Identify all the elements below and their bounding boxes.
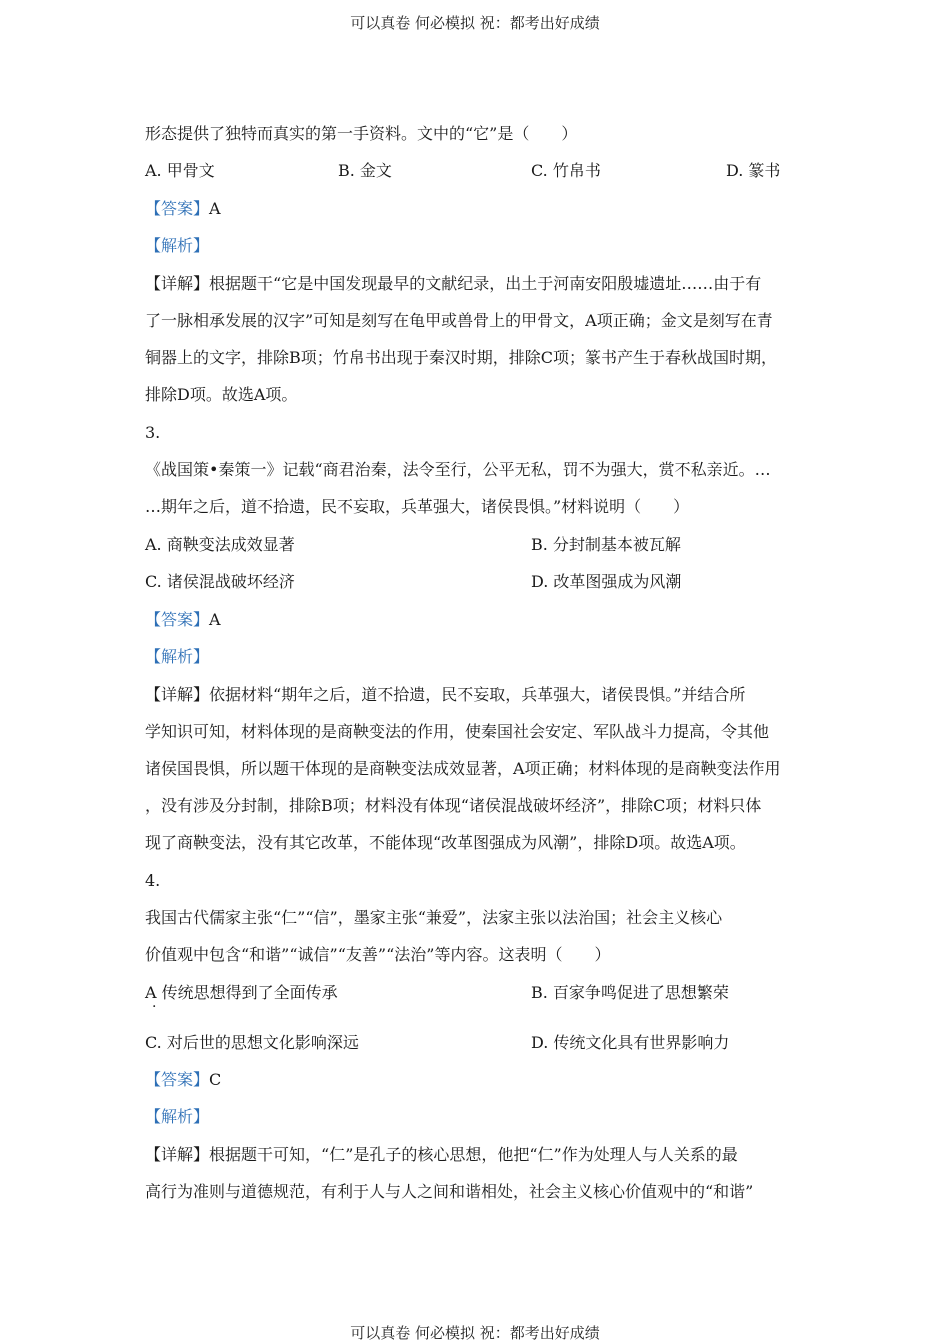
q3-detail-line-4: ，没有涉及分封制，排除B项；材料没有体现“诸侯混战破坏经济”，排除C项；材料只体 (145, 796, 762, 815)
q4-answer (145, 1070, 805, 1090)
q2-detail-label: 【详解】 (145, 274, 210, 293)
q2-detail-line-3: 铜器上的文字，排除B项；竹帛书出现于秦汉时期，排除C项；篆书产生于春秋战国时期， (145, 348, 778, 367)
q3-answer-value: A (209, 610, 221, 629)
q4-option-b: B. 百家争鸣促进了思想繁荣 (531, 983, 729, 1002)
q3-detail-line-1 (145, 685, 805, 705)
page-footer: 可以真卷 何必模拟 祝：都考出好成绩 (350, 1324, 600, 1342)
q4-detail-text-1: 根据题干可知，“仁”是孔子的核心思想，他把“仁”作为处理人与人关系的最 (209, 1145, 738, 1164)
q4-detail-line-2: 高行为准则与道德规范，有利于人与人之间和谐相处，社会主义核心价值观中的“和谐” (145, 1182, 754, 1201)
page-header: 可以真卷 何必模拟 祝：都考出好成绩 (350, 14, 600, 32)
q3-option-b: B. 分封制基本被瓦解 (531, 535, 681, 554)
q2-option-b: B. 金文 (338, 161, 392, 180)
q3-detail-label: 【详解】 (145, 685, 210, 704)
q4-stem-line-2: 价值观中包含“和谐”“诚信”“友善”“法治”等内容。这表明（ ） (145, 945, 611, 964)
q3-option-c: C. 诸侯混战破坏经济 (145, 572, 295, 591)
q3-stem-line-1: 《战国策•秦策一》记载“商君治秦，法令至行，公平无私，罚不为强大，赏不私亲近。… (145, 460, 771, 479)
q4-option-a: A 传统思想得到了全面传承 (145, 983, 338, 1002)
q3-detail-line-3: 诸侯国畏惧，所以题干体现的是商鞅变法成效显著，A项正确；材料体现的是商鞅变法作用 (145, 759, 781, 778)
q2-detail-line-4: 排除D项。故选A项。 (145, 385, 298, 404)
q4-option-a-dot: · (152, 999, 157, 1015)
q3-option-d: D. 改革图强成为风潮 (531, 572, 682, 591)
q2-option-a: A. 甲骨文 (145, 161, 215, 180)
q4-option-d: D. 传统文化具有世界影响力 (531, 1033, 730, 1052)
q2-detail-text-1: 根据题干“它是中国发现最早的文献纪录，出土于河南安阳殷墟遗址……由于有 (209, 274, 762, 293)
q3-detail-text-1: 依据材料“期年之后，道不拾遗，民不妄取，兵革强大，诸侯畏惧。”并结合所 (209, 685, 746, 704)
q4-stem-line-1: 我国古代儒家主张“仁”“信”，墨家主张“兼爱”，法家主张以法治国；社会主义核心 (145, 908, 723, 927)
q3-number: 3. (145, 423, 161, 442)
q3-detail-line-2: 学知识可知，材料体现的是商鞅变法的作用，使秦国社会安定、军队战斗力提高，令其他 (145, 722, 770, 741)
q4-answer-label: 【答案】 (145, 1070, 210, 1089)
q4-detail-label: 【详解】 (145, 1145, 210, 1164)
q3-analysis-label: 【解析】 (145, 647, 210, 666)
q3-detail-line-5: 现了商鞅变法，没有其它改革，不能体现“改革图强成为风潮”，排除D项。故选A项。 (145, 833, 746, 852)
q2-answer-value: A (209, 199, 221, 218)
q4-detail-line-1 (145, 1145, 805, 1165)
q3-stem-line-2: …期年之后，道不拾遗，民不妄取，兵革强大，诸侯畏惧。”材料说明（ ） (145, 497, 690, 516)
q2-analysis (145, 236, 805, 256)
q2-detail-line-2: 了一脉相承发展的汉字”可知是刻写在龟甲或兽骨上的甲骨文，A项正确；金文是刻写在青 (145, 311, 773, 330)
q2-answer (145, 199, 805, 219)
q3-analysis (145, 647, 805, 667)
q2-stem-tail: 形态提供了独特而真实的第一手资料。文中的“它”是（ ） (145, 124, 578, 143)
q4-option-c: C. 对后世的思想文化影响深远 (145, 1033, 359, 1052)
q2-detail-line-1 (145, 274, 805, 294)
q2-answer-label: 【答案】 (145, 199, 210, 218)
q3-answer-label: 【答案】 (145, 610, 210, 629)
q2-option-d: D. 篆书 (726, 161, 781, 180)
q4-analysis (145, 1107, 805, 1127)
q2-option-c: C. 竹帛书 (531, 161, 601, 180)
q3-answer (145, 610, 805, 630)
q4-number: 4. (145, 871, 161, 890)
q4-analysis-label: 【解析】 (145, 1107, 210, 1126)
q4-answer-value: C (209, 1070, 222, 1089)
q3-option-a: A. 商鞅变法成效显著 (145, 535, 295, 554)
q2-analysis-label: 【解析】 (145, 236, 210, 255)
